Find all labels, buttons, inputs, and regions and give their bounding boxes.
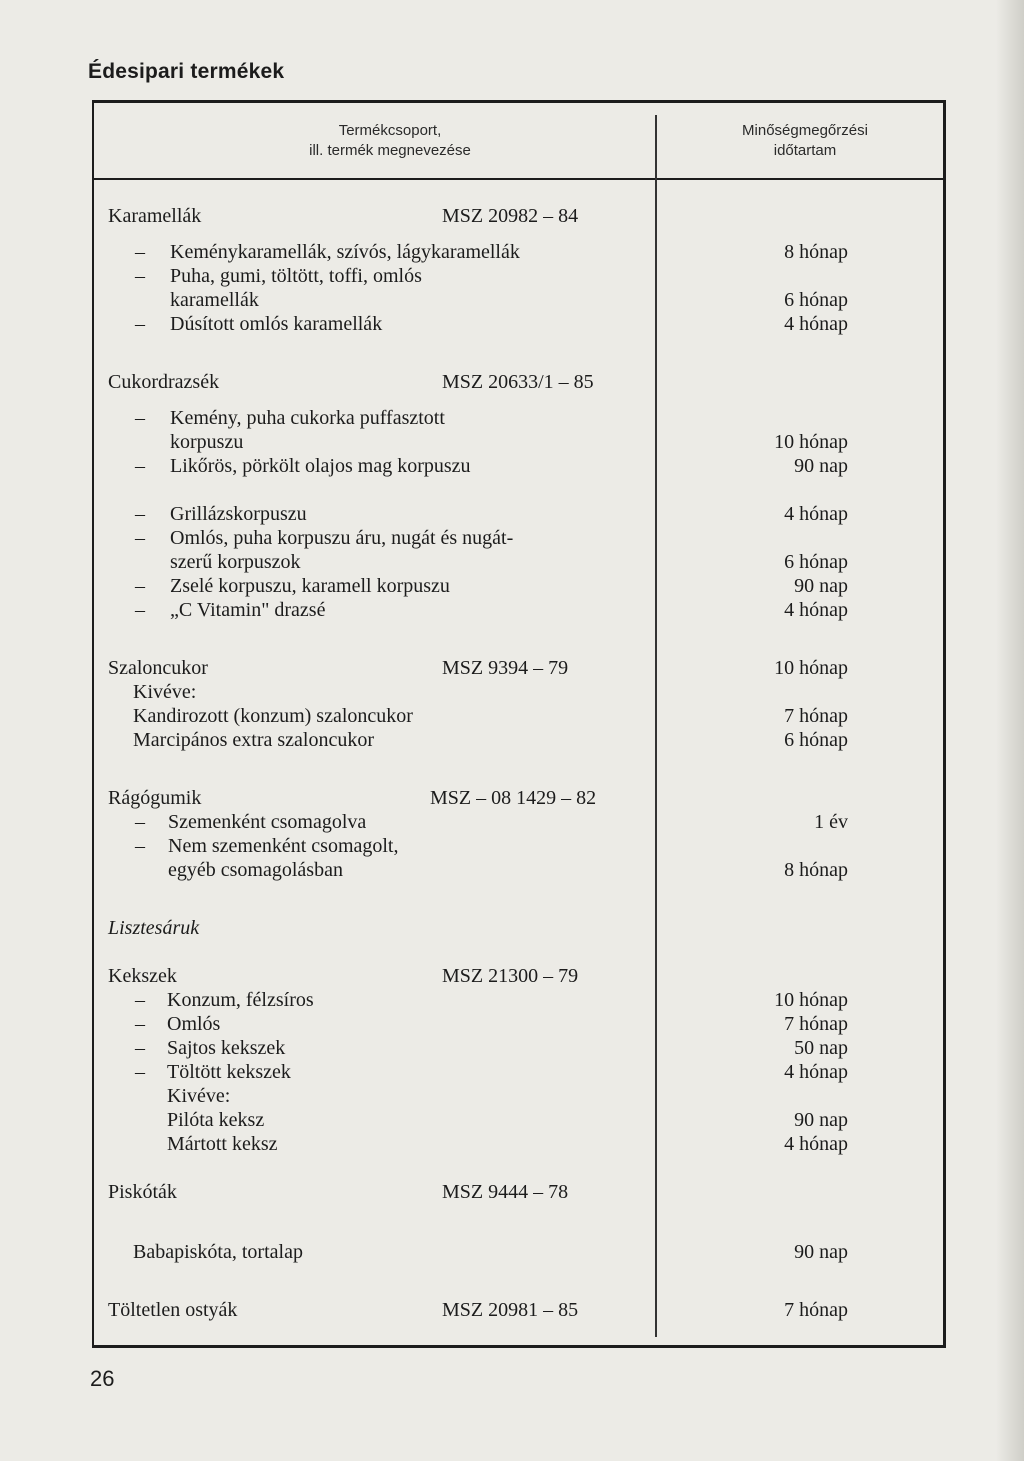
row-text: Kandirozott (konzum) szaloncukor [133,705,413,727]
standard-code: MSZ 9444 – 78 [442,1181,569,1203]
standard-code: MSZ 21300 – 79 [442,965,579,987]
row-text: Mártott keksz [167,1133,278,1155]
row-text: Sajtos kekszek [167,1037,286,1059]
column-header-shelf-life: Minőségmegőrzési időtartam [742,122,868,159]
list-dash: – [135,989,145,1011]
row-text: Babapiskóta, tortalap [133,1241,303,1263]
list-dash: – [135,265,145,287]
row-value: 4 hónap [784,503,848,525]
header-rule [92,178,944,180]
row-value: 7 hónap [784,1013,848,1035]
row-text: szerű korpuszok [170,551,301,573]
group-title: Rágógumik [108,787,202,809]
list-dash: – [135,1037,145,1059]
row-text: Omlós [167,1013,221,1035]
row-value: 90 nap [794,575,848,597]
row-value: 90 nap [794,1109,848,1131]
standard-code: MSZ 20981 – 85 [442,1299,579,1321]
row-text: korpuszu [170,431,244,453]
row-value: 6 hónap [784,551,848,573]
row-text: Szemenként csomagolva [168,811,367,833]
row-text: Pilóta keksz [167,1109,265,1131]
row-value: 4 hónap [784,1061,848,1083]
row-value: 4 hónap [784,1133,848,1155]
row-value: 6 hónap [784,729,848,751]
group-title: Szaloncukor [108,657,208,679]
group-title: Karamellák [108,205,202,227]
row-text: Kemény, puha cukorka puffasztott [170,407,445,429]
group-title: Töltetlen ostyák [108,1299,238,1321]
page-edge-shadow [996,0,1024,1461]
page-number: 26 [90,1366,115,1391]
row-value: 10 hónap [774,989,848,1011]
standard-code: MSZ 20982 – 84 [442,205,579,227]
row-text: karamellák [170,289,259,311]
list-dash: – [135,1061,145,1083]
list-dash: – [135,455,145,477]
row-text: Marcipános extra szaloncukor [133,729,375,751]
row-text: Nem szemenként csomagolt, [168,835,399,857]
list-dash: – [135,527,145,549]
list-dash: – [135,575,145,597]
row-value: 7 hónap [784,705,848,727]
row-text: Puha, gumi, töltött, toffi, omlós [170,265,422,287]
row-value: 10 hónap [774,431,848,453]
group-title: Kekszek [108,965,177,987]
section-title: Lisztesáruk [108,917,200,939]
row-text: Zselé korpuszu, karamell korpuszu [170,575,450,597]
row-value: 8 hónap [784,241,848,263]
row-value: 6 hónap [784,289,848,311]
row-value: 90 nap [794,455,848,477]
list-dash: – [135,599,145,621]
row-text: Konzum, félzsíros [167,989,314,1011]
column-header-product: Termékcsoport, ill. termék megnevezése [309,122,471,159]
row-value: 7 hónap [784,1299,848,1321]
row-value: 4 hónap [784,599,848,621]
list-dash: – [135,407,145,429]
list-dash: – [135,313,145,335]
row-value: 90 nap [794,1241,848,1263]
row-text: Kivéve: [133,681,197,703]
row-text: „C Vitamin" drazsé [170,599,326,621]
row-text: Grillázskorpuszu [170,503,307,525]
row-text: Keménykaramellák, szívós, lágykaramellák [170,241,520,263]
group-title: Cukordrazsék [108,371,220,393]
row-text: Kivéve: [167,1085,231,1107]
row-text: Dúsított omlós karamellák [170,313,383,335]
standard-code: MSZ 9394 – 79 [442,657,569,679]
row-value: 50 nap [794,1037,848,1059]
list-dash: – [135,503,145,525]
row-text: Likőrös, pörkölt olajos mag korpuszu [170,455,471,477]
row-value: 10 hónap [774,657,848,679]
page-header: Édesipari termékek [88,60,285,83]
row-value: 8 hónap [784,859,848,881]
column-divider [655,115,657,1337]
list-dash: – [135,811,145,833]
row-text: Töltött kekszek [167,1061,291,1083]
standard-code: MSZ – 08 1429 – 82 [430,787,597,809]
list-dash: – [135,835,145,857]
list-dash: – [135,241,145,263]
list-dash: – [135,1013,145,1035]
standard-code: MSZ 20633/1 – 85 [442,371,594,393]
group-title: Piskóták [108,1181,177,1203]
row-value: 4 hónap [784,313,848,335]
row-text: egyéb csomagolásban [168,859,343,881]
row-value: 1 év [814,811,848,833]
row-text: Omlós, puha korpuszu áru, nugát és nugát- [170,527,514,549]
